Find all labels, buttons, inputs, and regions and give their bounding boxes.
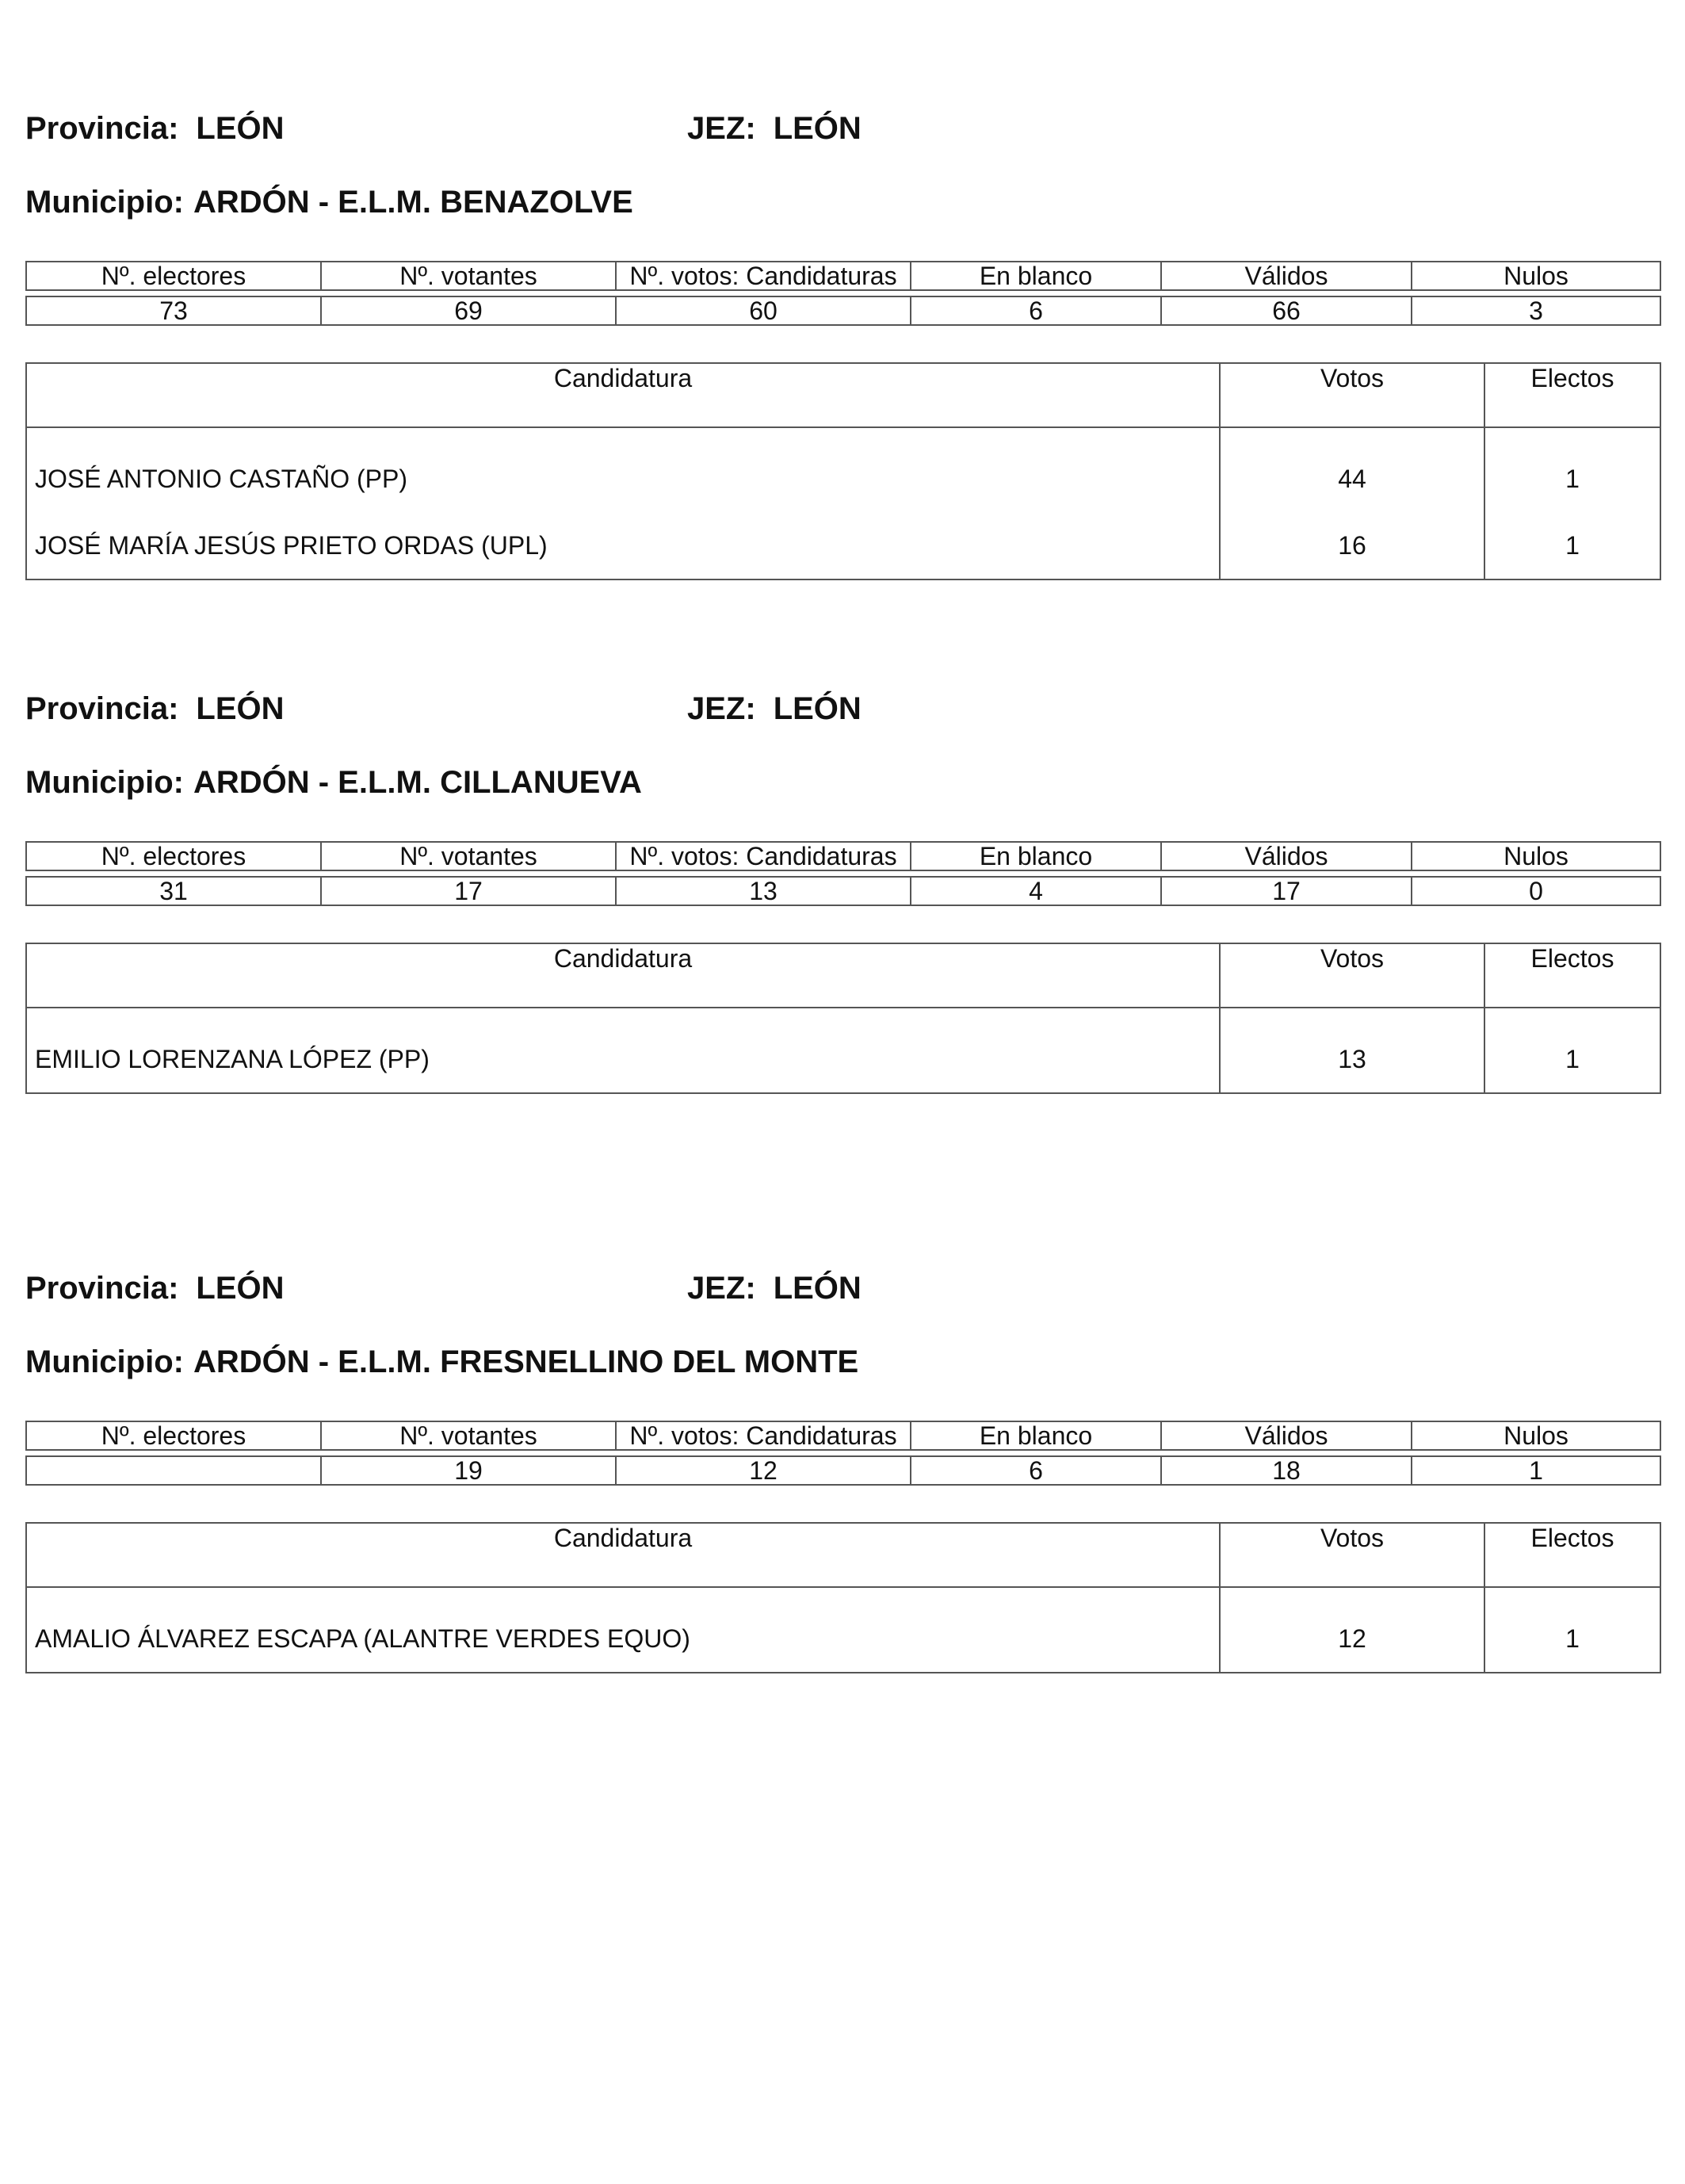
stats-value-nulos: 3	[1412, 296, 1660, 325]
provincia-field	[25, 691, 285, 727]
stats-value-votantes: 17	[321, 877, 616, 905]
jez-label: JEZ:	[687, 1271, 756, 1306]
jez-field	[687, 1271, 862, 1306]
header-row	[25, 691, 1660, 739]
jez-field	[687, 691, 862, 727]
stats-value-nulos: 0	[1412, 877, 1660, 905]
stats-header-row	[26, 1421, 1660, 1450]
stats-header-electores: Nº. electores	[26, 262, 321, 290]
stats-value-electores	[26, 1456, 321, 1485]
municipio-title	[25, 1344, 1660, 1392]
section-benazolve	[25, 111, 1660, 580]
municipio-label: Municipio:	[25, 185, 184, 220]
header-row	[25, 1271, 1660, 1318]
candidates-header-row	[26, 943, 1660, 1008]
candidates-header-votos: Votos	[1220, 943, 1484, 1008]
stats-header-electores: Nº. electores	[26, 842, 321, 870]
candidates-header-candidatura: Candidatura	[26, 1523, 1220, 1587]
stats-spacer	[26, 870, 1660, 877]
stats-value-votantes: 69	[321, 296, 616, 325]
provincia-field	[25, 1271, 285, 1306]
stats-header-votos-candidaturas: Nº. votos: Candidaturas	[616, 1421, 911, 1450]
provincia-value: LEÓN	[196, 1271, 285, 1306]
candidates-header-row	[26, 1523, 1660, 1587]
stats-spacer	[26, 1450, 1660, 1456]
jez-field	[687, 111, 862, 147]
stats-value-validos: 17	[1161, 877, 1412, 905]
municipio-value: ARDÓN - E.L.M. CILLANUEVA	[193, 765, 642, 800]
stats-spacer	[26, 290, 1660, 296]
stats-value-electores: 31	[26, 877, 321, 905]
stats-header-validos: Válidos	[1161, 1421, 1412, 1450]
stats-header-row	[26, 842, 1660, 870]
candidate-name: AMALIO ÁLVAREZ ESCAPA (ALANTRE VERDES EQUO)	[26, 1587, 1220, 1673]
municipio-title	[25, 765, 1660, 813]
table-row	[26, 1587, 1660, 1673]
section-fresnellino	[25, 1271, 1660, 1673]
stats-value-en-blanco: 4	[911, 877, 1161, 905]
municipio-label: Municipio:	[25, 765, 184, 800]
stats-value-en-blanco: 6	[911, 1456, 1161, 1485]
stats-header-validos: Válidos	[1161, 262, 1412, 290]
stats-value-row	[26, 877, 1660, 905]
jez-label: JEZ:	[687, 111, 756, 146]
candidate-electos: 1	[1484, 427, 1660, 512]
stats-header-votos-candidaturas: Nº. votos: Candidaturas	[616, 842, 911, 870]
candidates-header-votos: Votos	[1220, 363, 1484, 427]
candidate-name: JOSÉ ANTONIO CASTAÑO (PP)	[26, 427, 1220, 512]
stats-header-nulos: Nulos	[1412, 842, 1660, 870]
candidates-header-votos: Votos	[1220, 1523, 1484, 1587]
table-row	[26, 427, 1660, 512]
stats-table	[25, 1421, 1661, 1486]
municipio-value: ARDÓN - E.L.M. BENAZOLVE	[193, 185, 633, 220]
candidate-electos: 1	[1484, 512, 1660, 579]
candidate-electos: 1	[1484, 1587, 1660, 1673]
candidate-name: EMILIO LORENZANA LÓPEZ (PP)	[26, 1008, 1220, 1093]
stats-header-row	[26, 262, 1660, 290]
candidates-header-electos: Electos	[1484, 943, 1660, 1008]
candidates-header-candidatura: Candidatura	[26, 943, 1220, 1008]
stats-header-en-blanco: En blanco	[911, 842, 1161, 870]
candidates-header-candidatura: Candidatura	[26, 363, 1220, 427]
municipio-value: ARDÓN - E.L.M. FRESNELLINO DEL MONTE	[193, 1344, 859, 1379]
candidates-table	[25, 943, 1661, 1094]
stats-header-validos: Válidos	[1161, 842, 1412, 870]
table-row	[26, 512, 1660, 579]
candidates-table	[25, 362, 1661, 580]
stats-header-electores: Nº. electores	[26, 1421, 321, 1450]
candidates-header-electos: Electos	[1484, 363, 1660, 427]
candidates-header-row	[26, 363, 1660, 427]
provincia-label: Provincia:	[25, 691, 179, 726]
provincia-value: LEÓN	[196, 691, 285, 726]
stats-value-nulos: 1	[1412, 1456, 1660, 1485]
table-row	[26, 1008, 1660, 1093]
jez-value: LEÓN	[773, 1271, 862, 1306]
municipio-title	[25, 185, 1660, 232]
stats-value-row	[26, 296, 1660, 325]
provincia-label: Provincia:	[25, 111, 179, 146]
stats-table	[25, 841, 1661, 906]
candidate-electos: 1	[1484, 1008, 1660, 1093]
candidate-votos: 13	[1220, 1008, 1484, 1093]
stats-header-en-blanco: En blanco	[911, 262, 1161, 290]
stats-value-votantes: 19	[321, 1456, 616, 1485]
stats-table	[25, 261, 1661, 326]
stats-header-en-blanco: En blanco	[911, 1421, 1161, 1450]
candidate-votos: 12	[1220, 1587, 1484, 1673]
stats-value-electores: 73	[26, 296, 321, 325]
stats-header-votos-candidaturas: Nº. votos: Candidaturas	[616, 262, 911, 290]
stats-value-en-blanco: 6	[911, 296, 1161, 325]
provincia-label: Provincia:	[25, 1271, 179, 1306]
provincia-field	[25, 111, 285, 147]
candidates-table	[25, 1522, 1661, 1673]
candidate-name: JOSÉ MARÍA JESÚS PRIETO ORDAS (UPL)	[26, 512, 1220, 579]
stats-value-votos-candidaturas: 13	[616, 877, 911, 905]
candidate-votos: 16	[1220, 512, 1484, 579]
candidates-header-electos: Electos	[1484, 1523, 1660, 1587]
stats-value-validos: 18	[1161, 1456, 1412, 1485]
candidate-votos: 44	[1220, 427, 1484, 512]
municipio-label: Municipio:	[25, 1344, 184, 1379]
header-row	[25, 111, 1660, 159]
jez-value: LEÓN	[773, 111, 862, 146]
stats-header-votantes: Nº. votantes	[321, 1421, 616, 1450]
stats-value-row	[26, 1456, 1660, 1485]
stats-header-votantes: Nº. votantes	[321, 842, 616, 870]
jez-value: LEÓN	[773, 691, 862, 726]
stats-header-nulos: Nulos	[1412, 262, 1660, 290]
section-cillanueva	[25, 691, 1660, 1094]
stats-header-votantes: Nº. votantes	[321, 262, 616, 290]
stats-value-votos-candidaturas: 12	[616, 1456, 911, 1485]
stats-value-validos: 66	[1161, 296, 1412, 325]
provincia-value: LEÓN	[196, 111, 285, 146]
stats-header-nulos: Nulos	[1412, 1421, 1660, 1450]
stats-value-votos-candidaturas: 60	[616, 296, 911, 325]
jez-label: JEZ:	[687, 691, 756, 726]
